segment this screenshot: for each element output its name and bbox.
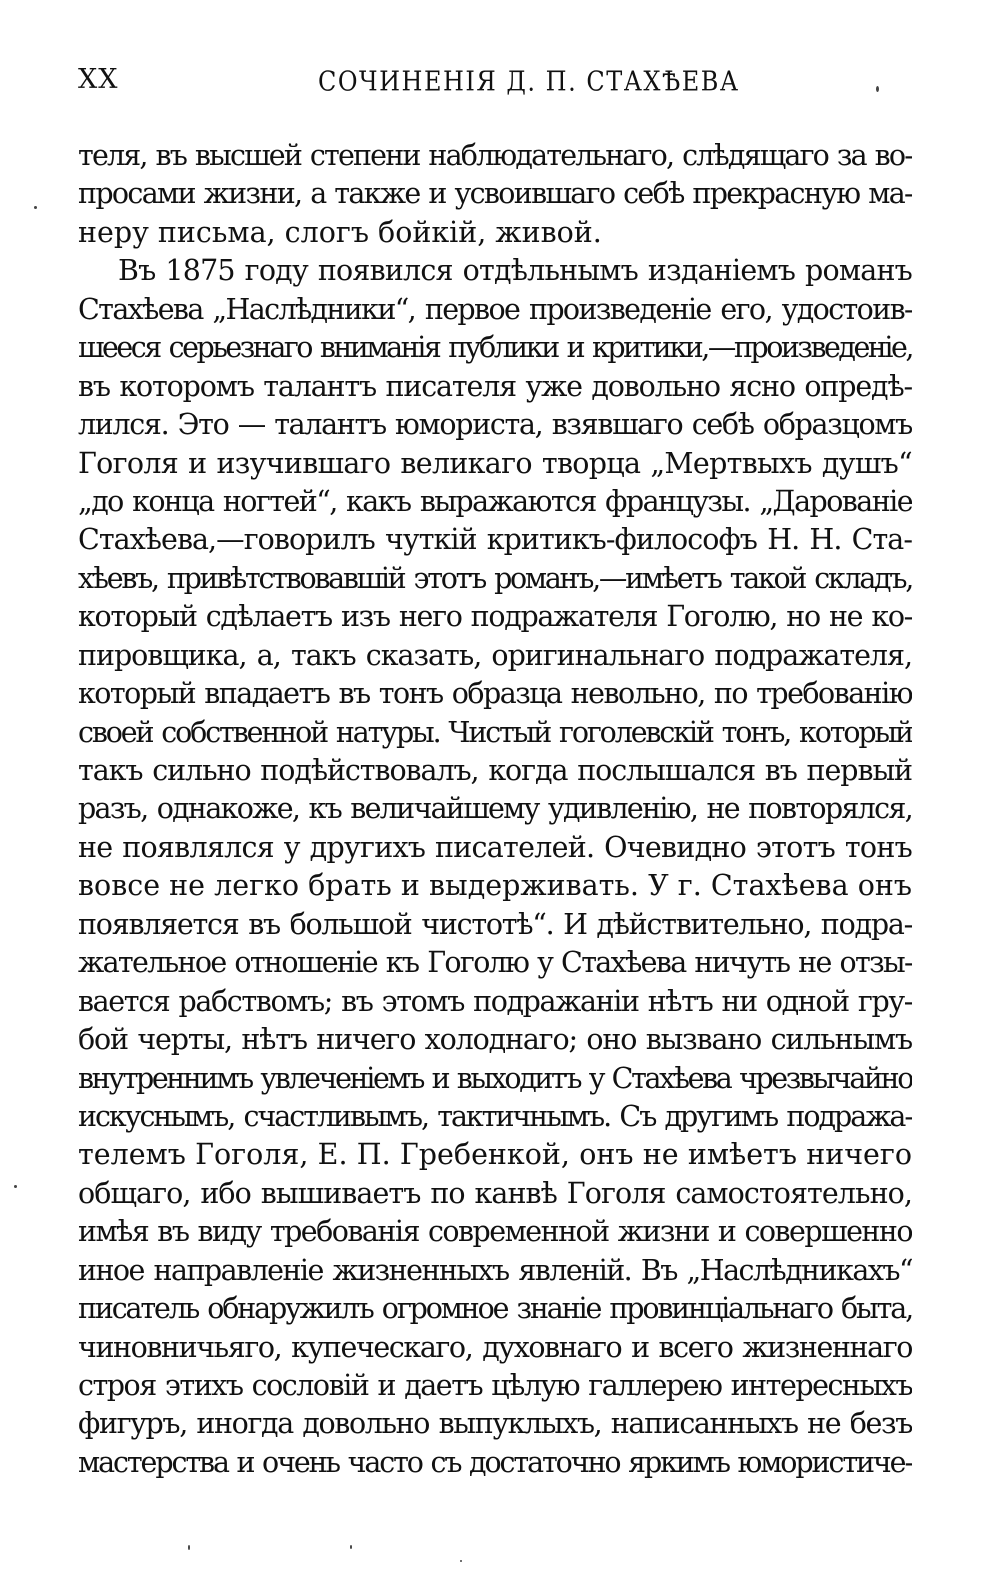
text-line: который сдѣлаетъ изъ него подражателя Гоголю, но не ко- xyxy=(78,600,912,634)
text-line: Стахѣева,—говорилъ чуткій критикъ-философъ Н. Н. Ста- xyxy=(78,523,912,557)
page-number: XX xyxy=(78,64,119,95)
text-line: чиновничьяго, купеческаго, духовнаго и всего жизненнаго xyxy=(78,1330,912,1364)
page-header xyxy=(78,64,928,104)
text-line: общаго, ибо вышиваетъ по канвѣ Гоголя самостоятельно, xyxy=(78,1176,912,1210)
text-line: неру письма, слогъ бойкій, живой. xyxy=(78,215,602,249)
scan-speck xyxy=(876,86,879,92)
body-text xyxy=(78,137,912,1482)
text-line: писатель обнаружилъ огромное знаніе провинціальнаго быта, xyxy=(78,1292,912,1326)
text-line: пировщика, а, такъ сказать, оригинальнаго подражателя, xyxy=(78,638,912,672)
text-line: вовсе не легко брать и выдерживать. У г. Стахѣева онъ xyxy=(78,869,912,903)
text-line: имѣя въ виду требованія современной жизни и совершенно xyxy=(78,1215,912,1249)
text-line: шееся серьезнаго вниманія публики и критики,—произведеніе, xyxy=(78,331,912,365)
text-line: теля, въ высшей степени наблюдательнаго, слѣдящаго за во- xyxy=(78,139,912,172)
text-line: вается рабствомъ; въ этомъ подражаніи нѣтъ ни одной гру- xyxy=(78,984,912,1018)
text-line: бой черты, нѣтъ ничего холоднаго; оно вызвано сильнымъ xyxy=(78,1023,912,1057)
text-line: появляется въ большой чистотѣ“. И дѣйствительно, подра- xyxy=(78,907,912,941)
text-line: просами жизни, а также и усвоившаго себѣ прекрасную ма- xyxy=(78,177,912,211)
text-line: лился. Это — талантъ юмориста, взявшаго себѣ образцомъ xyxy=(78,408,912,442)
text-line: своей собственной натуры. Чистый гоголевскій тонъ, который xyxy=(78,715,912,749)
scan-speck xyxy=(34,206,37,209)
text-line: въ которомъ талантъ писателя уже довольно ясно опредѣ- xyxy=(78,369,912,403)
text-line: который впадаетъ въ тонъ образца невольно, по требованію xyxy=(78,677,912,711)
text-line: такъ сильно подѣйствовалъ, когда послышался въ первый xyxy=(78,754,912,787)
scan-speck xyxy=(14,1185,17,1188)
scan-speck xyxy=(350,1545,352,1549)
text-line: фигуръ, иногда довольно выпуклыхъ, написанныхъ не безъ xyxy=(78,1407,912,1441)
text-line: Гоголя и изучившаго великаго творца „Мертвыхъ душъ“ xyxy=(78,446,912,480)
text-line: строя этихъ сословій и даетъ цѣлую галлерею интересныхъ xyxy=(78,1369,912,1402)
text-line: искуснымъ, счастливымъ, тактичнымъ. Съ другимъ подража- xyxy=(78,1099,912,1133)
text-line: не появлялся у другихъ писателей. Очевидно этотъ тонъ xyxy=(78,830,912,864)
text-line: мастерства и очень часто съ достаточно яркимъ юмористиче- xyxy=(78,1445,912,1479)
scan-speck xyxy=(460,1560,462,1562)
text-line: разъ, однакоже, къ величайшему удивленію, не повторялся, xyxy=(78,792,912,826)
text-line: хѣевъ, привѣтствовавшій этотъ романъ,—имѣетъ такой складъ, xyxy=(78,561,912,595)
paragraph-first-line: Въ 1875 году появился отдѣльнымъ изданіемъ романъ xyxy=(118,254,912,288)
text-line: иное направленіе жизненныхъ явленій. Въ „Наслѣдникахъ“ xyxy=(78,1253,912,1287)
scan-speck xyxy=(188,1545,190,1550)
running-title: СОЧИНЕНІЯ Д. П. СТАХѢЕВА xyxy=(318,66,740,98)
text-line: внутреннимъ увлеченіемъ и выходитъ у Стахѣева чрезвычайно xyxy=(78,1061,912,1095)
text-line: телемъ Гоголя, Е. П. Гребенкой, онъ не имѣетъ ничего xyxy=(78,1138,912,1172)
text-line: „до конца ногтей“, какъ выражаются французы. „Дарованіе xyxy=(78,484,912,518)
text-line: жательное отношеніе къ Гоголю у Стахѣева ничуть не отзы- xyxy=(78,946,912,980)
text-line: Стахѣева „Наслѣдники“, первое произведеніе его, удостоив- xyxy=(78,292,912,326)
